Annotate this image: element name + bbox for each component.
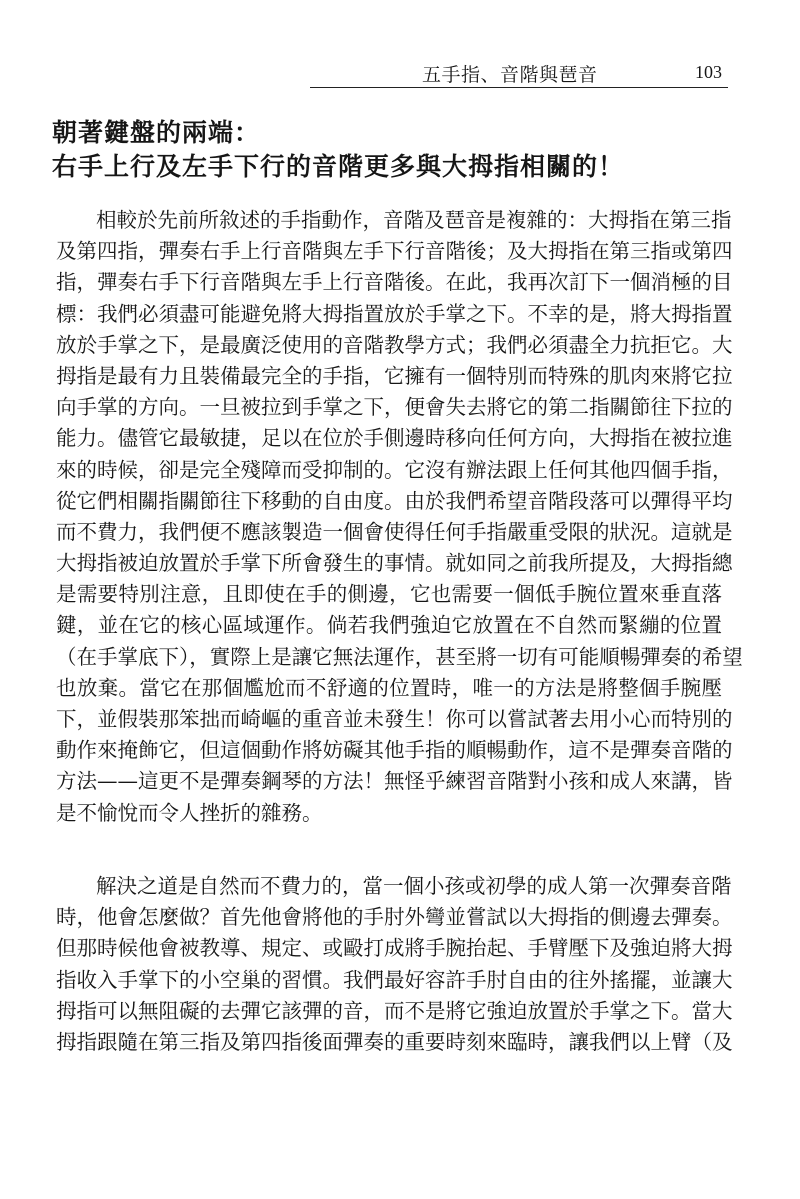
text-line: 也放棄。當它在那個尷尬而不舒適的位置時，唯一的方法是將整個手腕壓 [56,675,722,700]
text-line: 下，並假裝那笨拙而崎嶇的重音並未發生！你可以嘗試著去用小心而特別的 [56,707,733,731]
running-header-title: 五手指、音階與琶音 [422,64,598,86]
text-line: 拇指是最有力且裝備最完全的手指，它擁有一個特別而特殊的肌肉來將它拉 [56,363,733,388]
text-line: 但那時候他會被教導、規定、或毆打成將手腕抬起、手臂壓下及強迫將大拇 [56,936,733,961]
text-line: 拇指跟隨在第三指及第四指後面彈奏的重要時刻來臨時，讓我們以上臂（及 [56,1029,733,1054]
text-line: 向手掌的方向。一旦被拉到手掌之下，便會失去將它的第二指關節往下拉的 [56,395,733,420]
paragraph-2 [56,871,733,1058]
text-line: 來的時候，卻是完全殘障而受抑制的。它沒有辦法跟上任何其他四個手指， [56,457,733,482]
text-line: 及第四指，彈奏右手上行音階與左手下行音階後；及大拇指在第三指或第四 [56,239,733,264]
text-line: 是不愉悅而令人挫折的雜務。 [56,800,323,825]
text-line: 標：我們必須盡可能避免將大拇指置放於手掌之下。不幸的是，將大拇指置 [56,301,733,326]
text-line: 鍵，並在它的核心區域運作。倘若我們強迫它放置在不自然而緊繃的位置 [56,613,722,638]
text-line: 方法——這更不是彈奏鋼琴的方法！無怪乎練習音階對小孩和成人來講，皆 [56,769,733,794]
text-line: 放於手掌之下，是最廣泛使用的音階教學方式；我們必須盡全力抗拒它。大 [56,332,733,357]
text-line: 而不費力，我們便不應該製造一個會使得任何手指嚴重受限的狀況。這就是 [56,519,733,544]
text-line: 解決之道是自然而不費力的，當一個小孩或初學的成人第一次彈奏音階 [96,874,732,898]
text-line: 是需要特別注意，且即使在手的側邊，它也需要一個低手腕位置來垂直落 [56,582,722,607]
text-line: 從它們相關指關節往下移動的自由度。由於我們希望音階段落可以彈得平均 [56,488,733,513]
text-line: （在手掌底下），實際上是讓它無法運作，甚至將一切有可能順暢彈奏的希望 [56,644,743,669]
section-heading-line-2: 右手上行及左手下行的音階更多與大拇指相關的！ [52,152,625,181]
section-heading-line-1: 朝著鍵盤的兩端： [52,118,261,147]
header-rule [310,87,728,88]
running-header [310,54,728,88]
text-line: 拇指可以無阻礙的去彈它該彈的音，而不是將它強迫放置於手掌之下。當大 [56,998,733,1023]
text-line: 能力。儘管它最敏捷，足以在位於手側邊時移向任何方向，大拇指在被拉進 [56,426,733,451]
text-line: 指收入手掌下的小空巢的習慣。我們最好容許手肘自由的往外搖擺，並讓大 [56,967,733,992]
text-line: 相較於先前所敘述的手指動作，音階及琶音是複雜的：大拇指在第三指 [96,208,732,232]
text-line: 動作來掩飾它，但這個動作將妨礙其他手指的順暢動作，這不是彈奏音階的 [56,738,733,763]
text-line: 時，他會怎麼做？首先他會將他的手肘外彎並嘗試以大拇指的側邊去彈奏。 [56,905,733,930]
page-number: 103 [695,62,722,82]
text-line: 大拇指被迫放置於手掌下所會發生的事情。就如同之前我所提及，大拇指總 [56,551,733,576]
text-line: 指，彈奏右手下行音階與左手上行音階後。在此，我再次訂下一個消極的目 [56,270,733,295]
paragraph-1 [56,205,743,829]
